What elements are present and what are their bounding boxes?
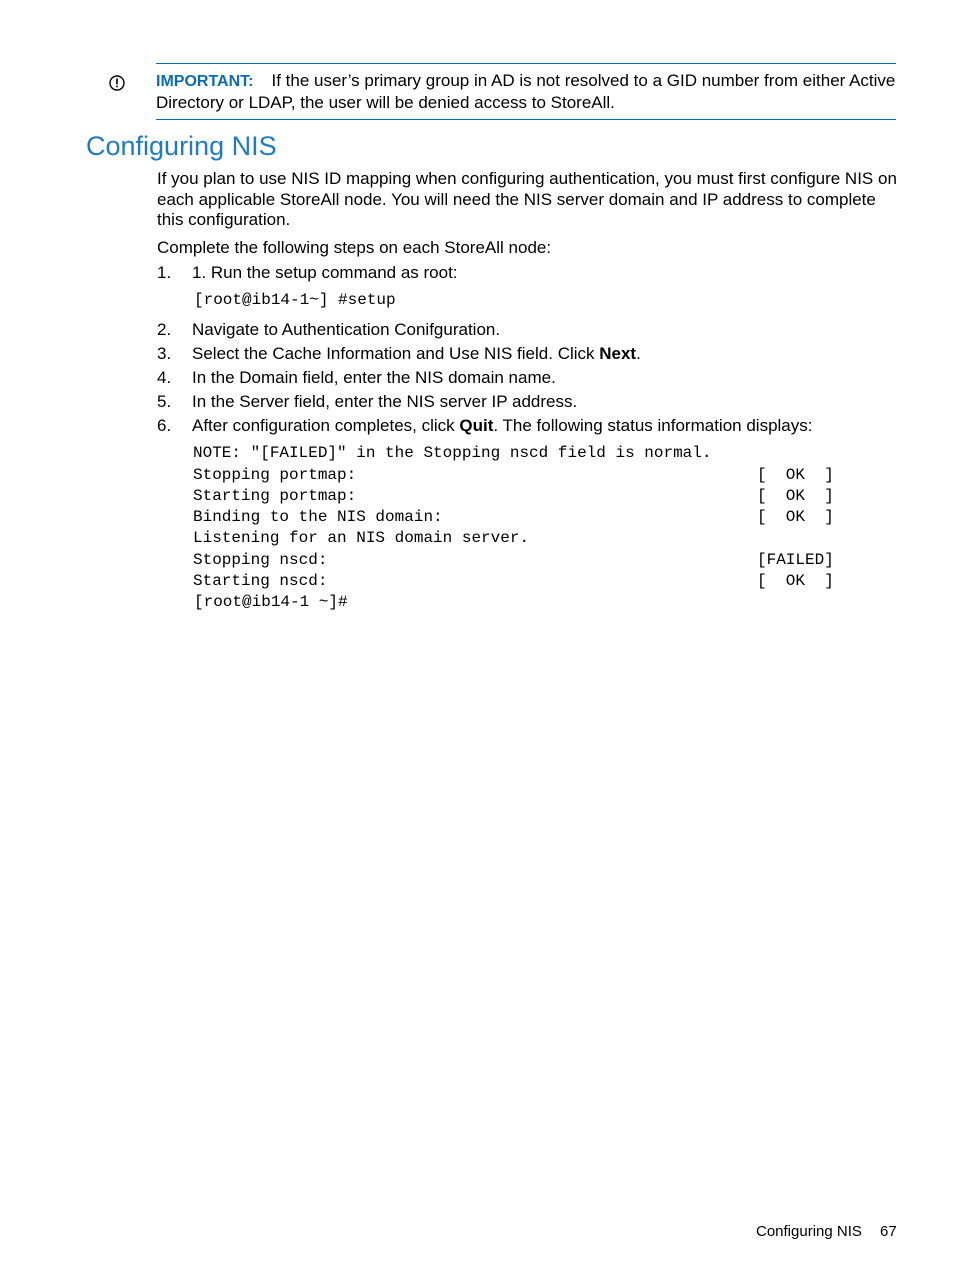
step-text: 1. Run the setup command as root: bbox=[192, 263, 458, 282]
step-text-post: . bbox=[636, 344, 641, 363]
output-line: Stopping nscd: bbox=[193, 551, 328, 569]
setup-command: [root@ib14-1~] #setup bbox=[194, 291, 396, 309]
quit-keyword: Quit bbox=[459, 416, 494, 435]
output-line: NOTE: "[FAILED]" in the Stopping nscd field is normal. bbox=[193, 444, 712, 462]
step-number: 1. bbox=[157, 263, 172, 282]
output-line: Listening for an NIS domain server. bbox=[193, 529, 530, 547]
output-status: [FAILED] bbox=[757, 551, 834, 569]
step-number: 3. bbox=[157, 344, 172, 363]
output-line: Starting nscd: bbox=[193, 572, 328, 590]
output-line: Starting portmap: bbox=[193, 487, 357, 505]
step-number: 5. bbox=[157, 392, 172, 411]
step-text-post: . The following status information displays: bbox=[493, 416, 813, 435]
step-number: 6. bbox=[157, 416, 172, 435]
footer-section-name: Configuring NIS bbox=[756, 1223, 862, 1240]
next-keyword: Next bbox=[599, 344, 637, 363]
step-text-pre: Select the Cache Information and Use NIS field. Click bbox=[192, 344, 600, 363]
output-line: [root@ib14-1 ~]# bbox=[194, 593, 348, 611]
step-text: Navigate to Authentication Conifguration. bbox=[192, 320, 501, 339]
step-text: In the Domain field, enter the NIS domain name. bbox=[192, 368, 556, 387]
important-label: IMPORTANT: bbox=[156, 73, 254, 90]
output-line: Binding to the NIS domain: bbox=[193, 508, 443, 526]
important-note bbox=[156, 63, 896, 120]
step-number: 4. bbox=[157, 368, 172, 387]
page-number: 67 bbox=[880, 1223, 897, 1240]
intro-paragraph: If you plan to use NIS ID mapping when configuring authentication, you must first configure NIS on each applicable StoreAll node. You will need the NIS server domain and IP address to complete this configuration. bbox=[157, 169, 897, 229]
important-text: If the user’s primary group in AD is not resolved to a GID number from either Active Directory or LDAP, the user will be denied access to StoreAll. bbox=[156, 71, 896, 112]
step-number: 2. bbox=[157, 320, 172, 339]
step-text-pre: After configuration completes, click bbox=[192, 416, 460, 435]
output-status: [ OK ] bbox=[757, 466, 834, 484]
steps-intro: Complete the following steps on each StoreAll node: bbox=[157, 238, 552, 257]
output-line: Stopping portmap: bbox=[193, 466, 357, 484]
output-status: [ OK ] bbox=[757, 508, 834, 526]
important-icon bbox=[108, 74, 126, 92]
step-text: In the Server field, enter the NIS server IP address. bbox=[192, 392, 578, 411]
section-title: Configuring NIS bbox=[86, 131, 277, 161]
output-status: [ OK ] bbox=[757, 572, 834, 590]
step-text bbox=[192, 415, 812, 436]
step-text bbox=[192, 343, 641, 364]
output-status: [ OK ] bbox=[757, 487, 834, 505]
